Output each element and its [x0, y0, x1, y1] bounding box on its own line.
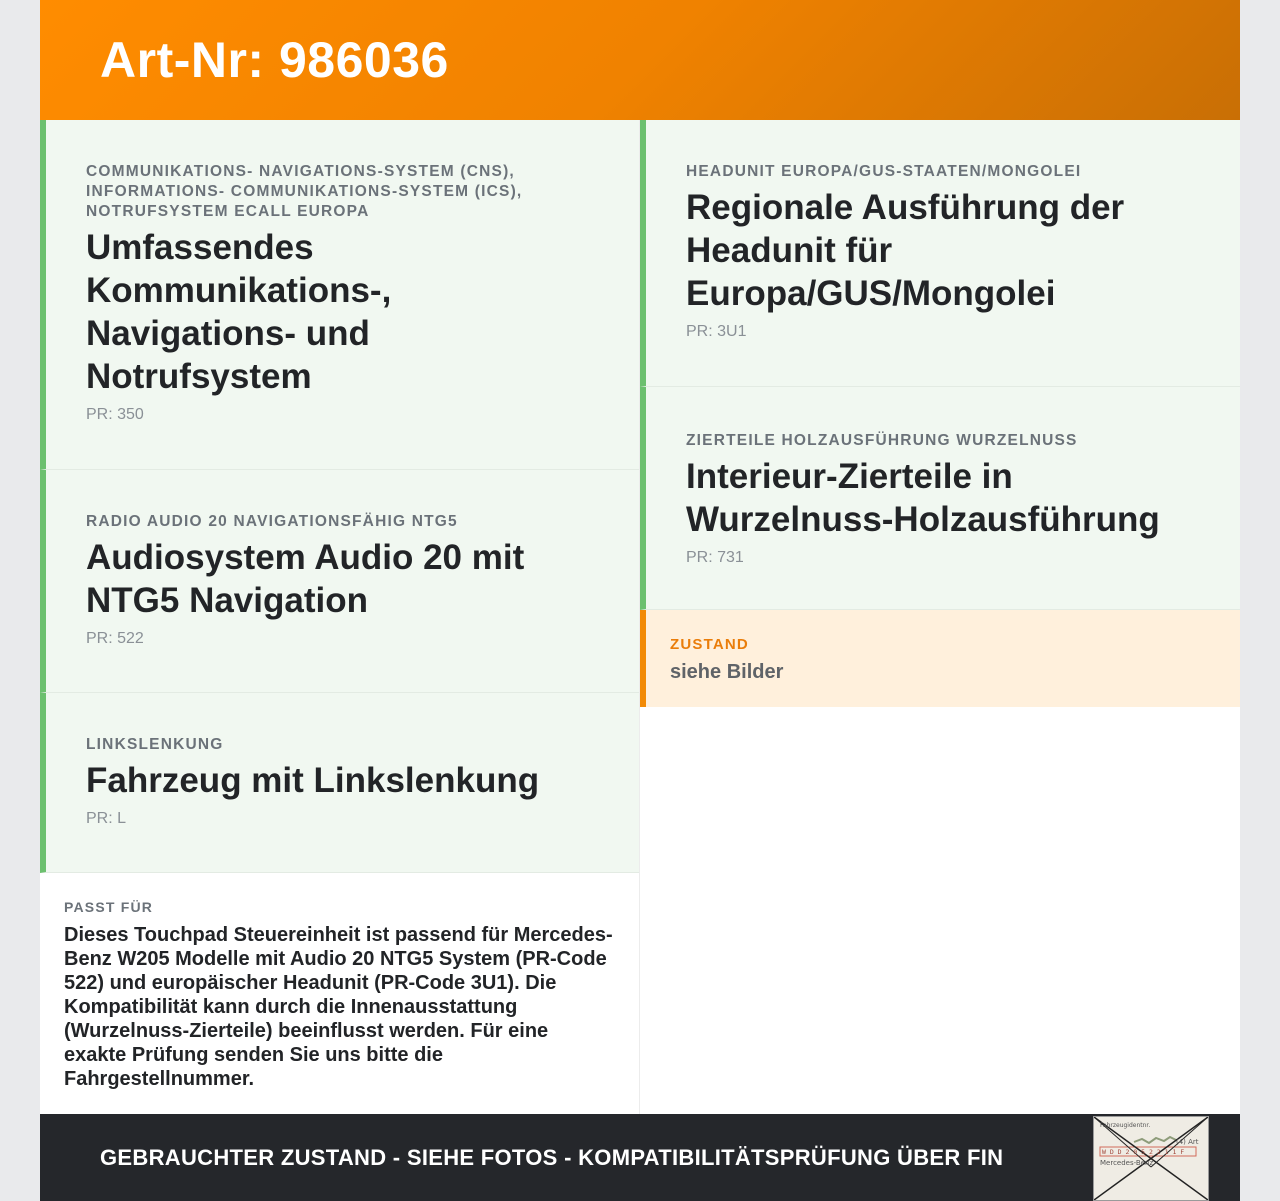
feature-title: Umfassendes Kommunikations-, Navigations- und Notrufsystem — [86, 228, 392, 396]
article-number-title: Art-Nr: 986036 — [100, 32, 449, 88]
feature-card-audio — [40, 470, 639, 693]
feature-pr-code: PR: L — [86, 810, 127, 827]
thumb-text-line: (4) Art — [1176, 1138, 1199, 1146]
compatibility-label: PASST FÜR — [64, 899, 154, 915]
content-columns — [40, 120, 1240, 1114]
compatibility-section — [40, 873, 639, 1091]
condition-value: siehe Bilder — [670, 661, 784, 683]
compatibility-text: Dieses Touchpad Steuereinheit ist passend für Mercedes-Benz W205 Modelle mit Audio 20 NTG5 System (PR-Code 522) und europäischer Headunit (PR-Code 3U1). Die Kompatibilität kann durch die Innenausstattung (Wurzelnuss-Zierteile) beeinflusst werden. Für eine exakte Prüfung senden Sie uns bitte die Fahrgestellnummer. — [64, 924, 613, 1090]
left-column — [40, 120, 640, 1114]
feature-pr-code: PR: 350 — [86, 406, 144, 423]
footer-text: GEBRAUCHTER ZUSTAND - SIEHE FOTOS - KOMPATIBILITÄTSPRÜFUNG ÜBER FIN — [100, 1144, 1004, 1170]
feature-card-headunit — [640, 120, 1240, 387]
feature-card-steering — [40, 693, 639, 873]
feature-card-cns — [40, 120, 639, 470]
thumb-text-line: Fahrzeugidentnr. — [1100, 1122, 1151, 1129]
page-sheet — [40, 0, 1240, 1201]
condition-box — [640, 610, 1240, 707]
thumb-text-line: Mercedes-Benz — [1100, 1159, 1154, 1167]
feature-pr-code: PR: 3U1 — [686, 323, 747, 340]
feature-pr-code: PR: 731 — [686, 549, 744, 566]
feature-card-trim — [640, 387, 1240, 610]
feature-title: Interieur-Zierteile in Wurzelnuss-Holzausführung — [686, 457, 1160, 539]
feature-code: ZIERTEILE HOLZAUSFÜHRUNG WURZELNUSS — [686, 432, 1078, 449]
feature-code: COMMUNIKATIONS- NAVIGATIONS-SYSTEM (CNS), INFORMATIONS- COMMUNIKATIONS-SYSTEM (ICS), NOTRUFSYSTEM ECALL EUROPA — [86, 163, 523, 220]
vehicle-document-envelope-icon — [1094, 1117, 1208, 1200]
feature-code: HEADUNIT EUROPA/GUS-STAATEN/MONGOLEI — [686, 163, 1082, 180]
feature-code: LINKSLENKUNG — [86, 736, 224, 753]
thumb-text-line: W D D 2 0 5 2 2 1 1 F — [1102, 1148, 1185, 1156]
feature-title: Audiosystem Audio 20 mit NTG5 Navigation — [86, 538, 525, 620]
right-column — [640, 120, 1240, 1114]
feature-title: Regionale Ausführung der Headunit für Europa/GUS/Mongolei — [686, 188, 1125, 313]
feature-title: Fahrzeug mit Linkslenkung — [86, 761, 540, 800]
vehicle-document-thumbnail — [1093, 1116, 1209, 1201]
condition-label: ZUSTAND — [670, 636, 749, 653]
page-header — [40, 0, 1240, 120]
footer-banner — [40, 1114, 1240, 1201]
feature-code: RADIO AUDIO 20 NAVIGATIONSFÄHIG NTG5 — [86, 513, 458, 530]
feature-pr-code: PR: 522 — [86, 630, 144, 647]
